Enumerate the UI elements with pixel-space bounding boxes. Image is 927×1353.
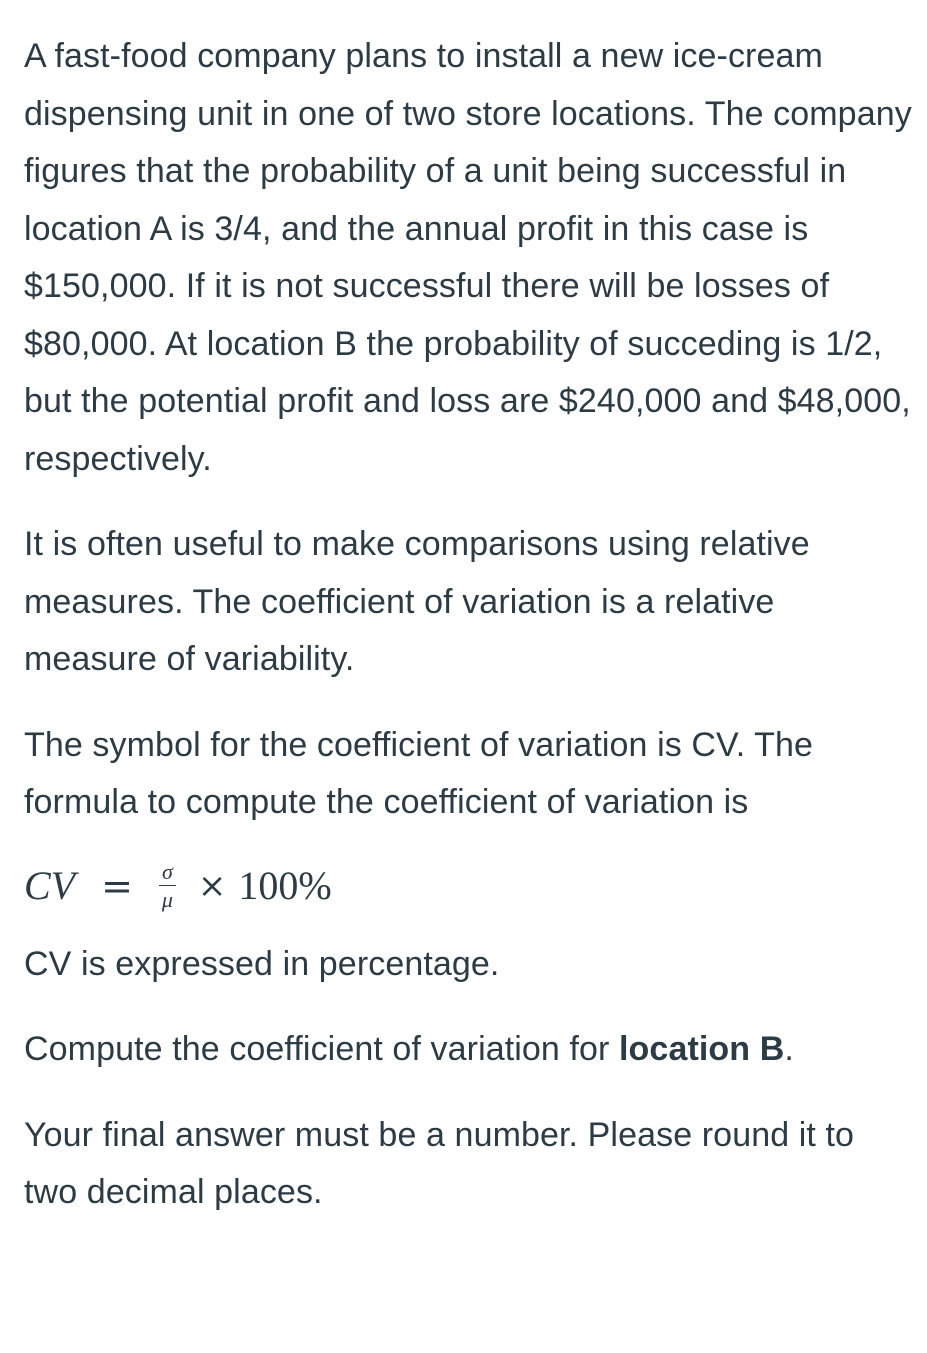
task-prefix: Compute the coefficient of variation for xyxy=(24,1030,620,1068)
cv-formula xyxy=(24,846,914,926)
task-paragraph xyxy=(24,1021,914,1079)
problem-intro-paragraph: A fast-food company plans to install a new ice-cream dispensing unit in one of two store locations. The company figures that the probability of a unit being successful in location A is 3/4, and the annual profit in this case is $150,000. If it is not successful there will be losses of $80,000. At location B the probability of succeding is 1/2, but the potential profit and loss are $240,000 and $48,000, respectively. xyxy=(24,37,912,478)
formula-numerator: σ xyxy=(159,860,176,886)
task-location: location B xyxy=(619,1030,785,1068)
formula-rhs: 100% xyxy=(238,863,332,908)
relative-measures-paragraph: It is often useful to make comparisons using relative measures. The coefficient of variation is a relative measure of variability. xyxy=(24,525,810,678)
formula-lhs: CV xyxy=(24,863,76,908)
cv-expressed-paragraph: CV is expressed in percentage. xyxy=(24,944,500,983)
formula-equals: = xyxy=(101,863,133,908)
answer-instructions-paragraph: Your final answer must be a number. Please round it to two decimal places. xyxy=(24,1115,855,1211)
formula-denominator: μ xyxy=(161,886,173,912)
formula-times: × xyxy=(197,865,227,906)
formula-fraction xyxy=(159,860,176,912)
question-content xyxy=(24,28,914,1222)
cv-symbol-paragraph: The symbol for the coefficient of variation is CV. The formula to compute the coefficient of variation is xyxy=(24,725,814,821)
task-suffix: . xyxy=(784,1030,794,1068)
